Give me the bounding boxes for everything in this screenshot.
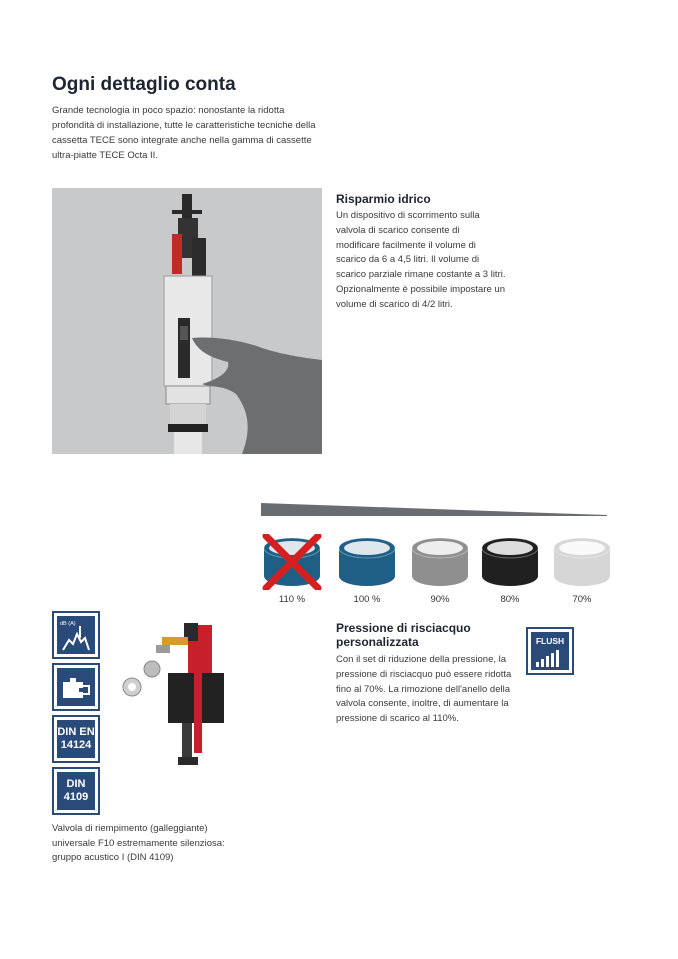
water-saving-text: Un dispositivo di scorrimento sulla valvola di scarico consente di modificare facilmente il volume di scarico da 6 a 4,5 litri. Il volume di scarico parziale rimane costante a 3 litri. Opzionalmente è possibile impostare un volume di scarico di 4/2 litri. xyxy=(336,210,506,310)
din-en-14124-badge xyxy=(52,715,100,763)
flush-icon xyxy=(526,627,574,675)
din-line2: 4109 xyxy=(63,791,89,803)
flush-pressure-heading-line2: personalizzata xyxy=(336,635,419,649)
pressure-ring-label: 110 % xyxy=(278,594,306,605)
water-saving-section xyxy=(336,192,506,313)
puzzle-icon xyxy=(61,674,91,700)
pressure-ring-0 xyxy=(262,534,322,590)
page-title: Ogni dettaglio conta xyxy=(52,74,236,95)
din-en-line1: DIN EN xyxy=(57,726,95,738)
din-en-line2: 14124 xyxy=(60,739,92,751)
fill-valve-caption: Valvola di riempimento (galleggiante) universale F10 estremamente silenziosa: gruppo acustico I (DIN 4109) xyxy=(52,823,225,863)
pressure-ring-2 xyxy=(410,534,470,590)
pressure-ring-1 xyxy=(337,534,397,590)
pressure-ring-label: 80% xyxy=(500,594,520,605)
sound-level-badge xyxy=(52,611,100,659)
intro-text: Grande tecnologia in poco spazio: nonostante la ridotta profondità di installazione, tutte le caratteristiche tecniche della cassetta TECE sono integrate anche nella gamma di cassette ultra-piatte TECE Octa II. xyxy=(52,105,316,161)
sound-badge-label: dB (A) xyxy=(60,621,76,627)
flush-valve-illustration xyxy=(52,188,322,454)
water-saving-heading: Risparmio idrico xyxy=(336,192,431,206)
flush-pressure-section xyxy=(336,621,516,727)
flush-icon-label: FLUSH xyxy=(535,636,565,646)
pressure-ring-4 xyxy=(552,534,612,590)
din-4109-badge xyxy=(52,767,100,815)
pressure-ring-3 xyxy=(480,534,540,590)
flush-pressure-text: Con il set di riduzione della pressione, la pressione di risciacquo può essere ridotta fino al 70%. La rimozione dell'anello della valvola consente, inoltre, di aumentare la pressione di scarico al 110%. xyxy=(336,654,512,725)
flush-pressure-heading-line1: Pressione di risciacquo xyxy=(336,621,471,635)
pressure-ramp-bar xyxy=(261,503,607,517)
fill-valve-illustration xyxy=(118,607,240,773)
pressure-ring-label: 100 % xyxy=(353,594,381,605)
installation-badge xyxy=(52,663,100,711)
pressure-ring-label: 70% xyxy=(572,594,592,605)
pressure-ring-label: 90% xyxy=(430,594,450,605)
flush-bars-icon xyxy=(536,649,564,667)
din-line1: DIN xyxy=(66,778,86,790)
flush-valve-photo xyxy=(52,188,322,454)
